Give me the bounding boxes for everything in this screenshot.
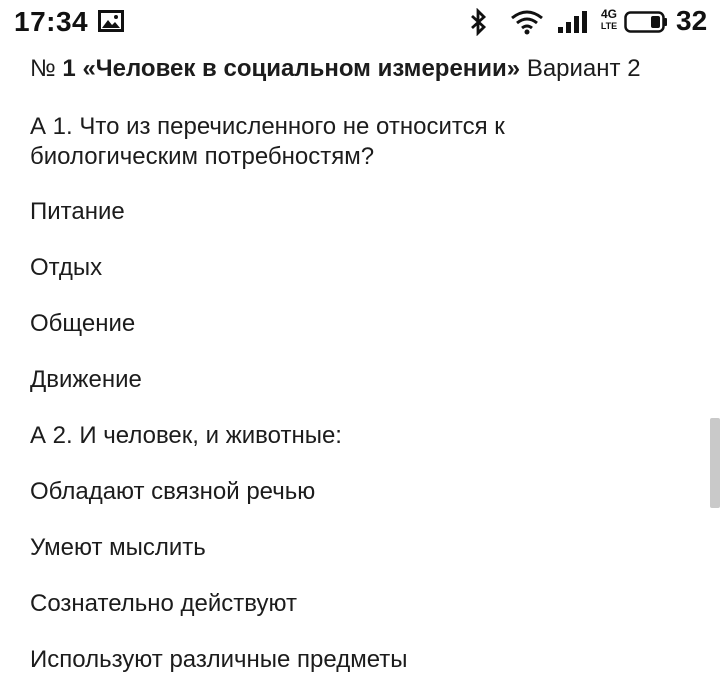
wifi-icon [510, 9, 544, 35]
question-2-option-1: Обладают связной речью [30, 478, 316, 505]
status-time: 17:34 [14, 6, 89, 37]
network-type-indicator [600, 8, 618, 31]
question-2-option-3: Сознательно действуют [30, 590, 297, 617]
question-2: А 2. И человек, и животные: [30, 422, 342, 449]
question-1-option-2: Отдых [30, 254, 103, 281]
question-2-option-2: Умеют мыслить [30, 534, 206, 561]
title-bold: 1 «Человек в социальном измерении» [62, 55, 521, 82]
scrollbar[interactable] [710, 418, 720, 508]
question-1-option-1: Питание [30, 198, 125, 225]
document-title [30, 54, 641, 84]
battery-icon [624, 10, 668, 34]
gallery-icon [98, 10, 124, 32]
title-prefix: № [30, 55, 63, 82]
battery-level: 32 [676, 5, 708, 36]
bluetooth-icon [468, 8, 490, 36]
question-1-option-4: Движение [30, 366, 142, 393]
signal-icon [557, 10, 589, 34]
title-suffix: Вариант 2 [520, 55, 641, 82]
question-1: А 1. Что из перечисленного не относится к биологическим потребностям? [30, 113, 505, 170]
question-2-option-4: Используют различные предметы [30, 646, 408, 673]
question-1-option-3: Общение [30, 310, 136, 337]
network-sub: LTE [600, 21, 618, 31]
network-type: 4G [600, 7, 617, 21]
status-bar [0, 0, 720, 46]
